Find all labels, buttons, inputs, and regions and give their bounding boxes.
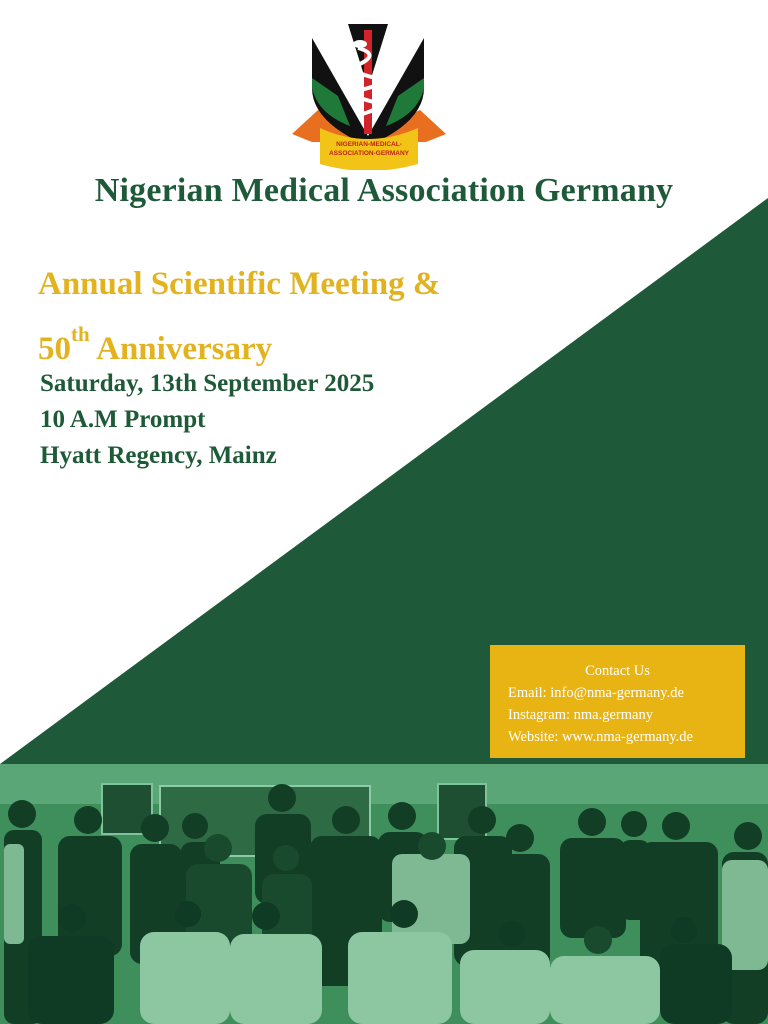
event-time: 10 A.M Prompt bbox=[40, 406, 206, 433]
logo-text-line2: ASSOCIATION-GERMANY bbox=[328, 150, 410, 157]
contact-box bbox=[490, 645, 745, 758]
event-details bbox=[40, 366, 374, 474]
contact-email: Email: info@nma-germany.de bbox=[508, 685, 684, 701]
event-date: Saturday, 13th September 2025 bbox=[40, 370, 375, 397]
logo-text-line1: NIGERIAN-MEDICAL- bbox=[336, 141, 402, 148]
anniversary-suffix: th bbox=[71, 322, 90, 346]
group-photo-illustration bbox=[0, 764, 768, 1024]
event-title bbox=[38, 256, 598, 377]
anniversary-word: Anniversary bbox=[96, 331, 273, 367]
event-title-line1: Annual Scientific Meeting & bbox=[38, 266, 441, 302]
event-venue: Hyatt Regency, Mainz bbox=[40, 442, 277, 469]
group-photo-image bbox=[0, 764, 768, 1024]
organization-title: Nigerian Medical Association Germany bbox=[94, 172, 674, 209]
nma-logo-emblem bbox=[288, 18, 450, 170]
contact-website: Website: www.nma-germany.de bbox=[508, 729, 693, 745]
anniversary-number: 50 bbox=[38, 331, 71, 367]
contact-heading: Contact Us bbox=[585, 663, 650, 679]
contact-instagram: Instagram: nma.germany bbox=[508, 707, 653, 723]
